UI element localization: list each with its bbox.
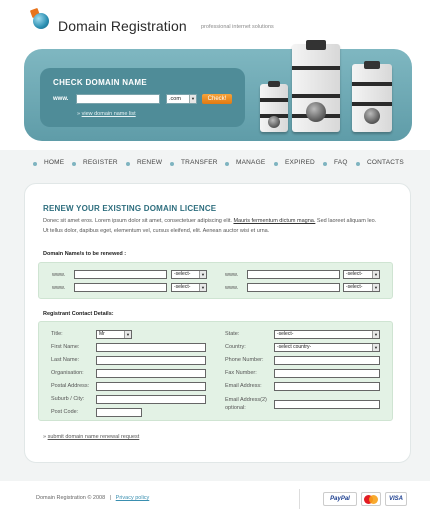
- select-value: -select-: [174, 271, 191, 277]
- chevron-down-icon: ▼: [372, 271, 379, 278]
- www-label: www.: [52, 285, 66, 291]
- submit-renewal-label: submit domain name renewal request: [47, 434, 140, 440]
- email2-field[interactable]: [274, 400, 380, 409]
- intro-text-part: Donec sit amet eros. Lorem ipsum dolor sit amet, consectetuer adipiscing elit.: [43, 218, 234, 224]
- link-arrow-icon: »: [43, 434, 48, 440]
- nav-item-expired[interactable]: EXPIRED: [285, 159, 315, 166]
- country-label: Country:: [225, 344, 246, 350]
- email2-label: Email Address(2) optional:: [225, 397, 267, 411]
- domain-search-input[interactable]: [76, 94, 160, 104]
- nav-item-register[interactable]: REGISTER: [83, 159, 118, 166]
- footer-divider: [299, 489, 300, 509]
- chevron-down-icon: ▼: [199, 271, 206, 278]
- state-label: State:: [225, 331, 240, 337]
- domain-ext-select[interactable]: [343, 270, 380, 279]
- domains-panel: [38, 262, 393, 299]
- www-label: www.: [53, 96, 69, 102]
- select-value: -select-: [346, 284, 363, 290]
- nav-bullet-icon: [126, 162, 130, 166]
- select-value: Mr: [99, 331, 105, 337]
- nav-bullet-icon: [274, 162, 278, 166]
- phone-label: Phone Number:: [225, 357, 264, 363]
- nav-item-transfer[interactable]: TRANSFER: [181, 159, 218, 166]
- nav-item-manage[interactable]: MANAGE: [236, 159, 266, 166]
- email-field[interactable]: [274, 382, 380, 391]
- domain-check-title: CHECK DOMAIN NAME: [53, 78, 147, 87]
- chevron-down-icon: ▼: [372, 344, 379, 351]
- server-tower-center-icon: [292, 44, 340, 132]
- mastercard-icon: [361, 492, 381, 506]
- globe-logo-icon[interactable]: [33, 13, 49, 29]
- intro-text-part: Sed laoreet aliquam leo. Ut tellus dolor, dapibus eget, elementum vel, cursus eleifend, elit. Aenean auctor wisi et urna.: [43, 218, 377, 234]
- fax-field[interactable]: [274, 369, 380, 378]
- nav-item-renew[interactable]: RENEW: [137, 159, 163, 166]
- privacy-policy-link[interactable]: Privacy policy: [115, 495, 150, 501]
- domain-input[interactable]: [247, 283, 340, 292]
- footer-text: [36, 495, 149, 501]
- www-label: www.: [52, 272, 66, 278]
- intro-text: [43, 216, 383, 236]
- domains-section-label: Domain Name/s to be renewed :: [43, 251, 127, 257]
- postal-address-field[interactable]: [96, 382, 206, 391]
- chevron-down-icon: ▼: [372, 331, 379, 338]
- select-value: -select-: [174, 284, 191, 290]
- country-select[interactable]: [274, 343, 380, 352]
- post-code-label: Post Code:: [51, 409, 79, 415]
- domain-input[interactable]: [74, 270, 167, 279]
- nav-item-home[interactable]: HOME: [44, 159, 65, 166]
- tld-select[interactable]: [166, 94, 197, 104]
- paypal-icon: PayPal: [323, 492, 357, 506]
- domain-ext-select[interactable]: [343, 283, 380, 292]
- view-domain-list-link[interactable]: [77, 111, 136, 117]
- post-code-field[interactable]: [96, 408, 142, 417]
- domain-input[interactable]: [247, 270, 340, 279]
- phone-field[interactable]: [274, 356, 380, 365]
- contact-section-label: Registrant Contact Details:: [43, 311, 114, 317]
- visa-icon: VISA: [385, 492, 407, 506]
- www-label: www.: [225, 285, 239, 291]
- copyright-text: Domain Registration © 2008: [36, 495, 106, 501]
- chevron-down-icon: ▼: [189, 95, 196, 103]
- footer-separator: |: [109, 495, 112, 501]
- nav-bullet-icon: [323, 162, 327, 166]
- intro-link[interactable]: Mauris fermentum dictum magna.: [233, 218, 316, 224]
- last-name-field[interactable]: [96, 356, 206, 365]
- select-value: -select-: [277, 331, 294, 337]
- postal-address-label: Postal Address:: [51, 383, 90, 389]
- nav-bullet-icon: [170, 162, 174, 166]
- server-tower-right-icon: [352, 64, 392, 132]
- chevron-down-icon: ▼: [372, 284, 379, 291]
- nav-bullet-icon: [33, 162, 37, 166]
- submit-renewal-link[interactable]: [43, 434, 139, 440]
- email-label: Email Address:: [225, 383, 262, 389]
- link-arrow-icon: »: [77, 111, 82, 117]
- domain-ext-select[interactable]: [171, 270, 207, 279]
- chevron-down-icon: ▼: [199, 284, 206, 291]
- server-tower-left-icon: [260, 84, 288, 132]
- nav-bullet-icon: [356, 162, 360, 166]
- suburb-city-label: Suburb / City:: [51, 396, 85, 402]
- tld-select-value: .com: [169, 96, 181, 102]
- chevron-down-icon: ▼: [124, 331, 131, 338]
- last-name-label: Last Name:: [51, 357, 80, 363]
- nav-item-faq[interactable]: FAQ: [334, 159, 348, 166]
- suburb-city-field[interactable]: [96, 395, 206, 404]
- select-value: -select-: [346, 271, 363, 277]
- nav-bullet-icon: [225, 162, 229, 166]
- check-button[interactable]: Check!: [202, 94, 232, 104]
- organisation-label: Organisation:: [51, 370, 84, 376]
- state-select[interactable]: [274, 330, 380, 339]
- page-title: RENEW YOUR EXISTING DOMAIN LICENCE: [43, 204, 217, 213]
- organisation-field[interactable]: [96, 369, 206, 378]
- www-label: www.: [225, 272, 239, 278]
- title-label: Title:: [51, 331, 63, 337]
- select-value: -select country-: [277, 344, 312, 350]
- fax-label: Fax Number:: [225, 370, 257, 376]
- first-name-label: First Name:: [51, 344, 80, 350]
- first-name-field[interactable]: [96, 343, 206, 352]
- nav-item-contacts[interactable]: CONTACTS: [367, 159, 404, 166]
- title-select[interactable]: [96, 330, 132, 339]
- domain-ext-select[interactable]: [171, 283, 207, 292]
- site-title[interactable]: Domain Registration: [58, 18, 187, 34]
- nav-bullet-icon: [72, 162, 76, 166]
- domain-input[interactable]: [74, 283, 167, 292]
- view-domain-list-label: view domain name list: [81, 111, 136, 117]
- main-nav: [0, 156, 430, 170]
- site-tagline: professional internet solutions: [201, 24, 274, 30]
